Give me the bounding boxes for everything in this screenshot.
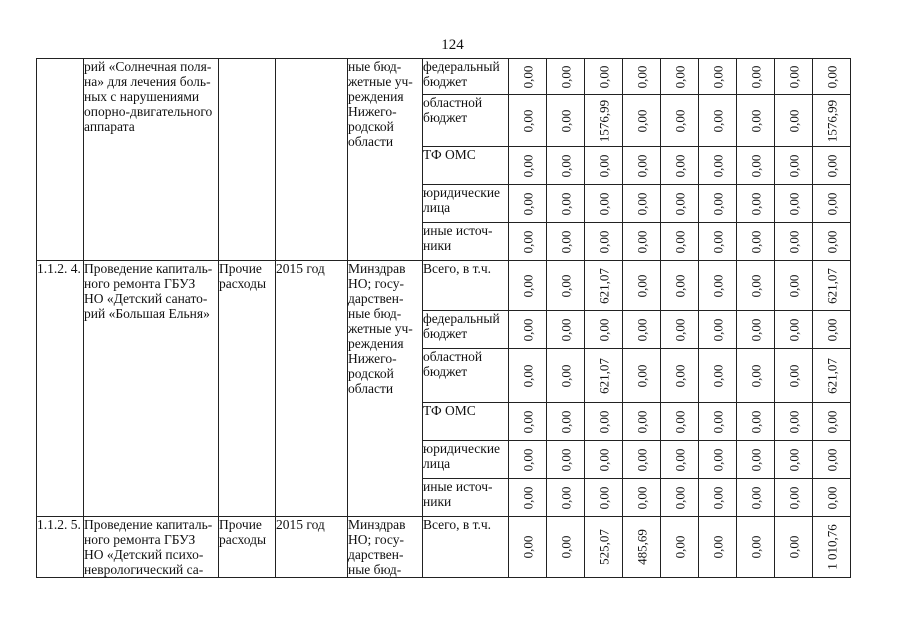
amount-cell xyxy=(699,185,737,223)
amount-value: 0,00 xyxy=(520,364,535,387)
item-period-cell: 2015 год xyxy=(276,517,348,578)
amount-cell xyxy=(509,261,547,311)
amount-cell xyxy=(547,147,585,185)
amount-cell xyxy=(737,479,775,517)
amount-cell xyxy=(813,479,851,517)
amount-cell xyxy=(623,95,661,147)
item-category-cell xyxy=(219,59,276,261)
amount-value: 0,00 xyxy=(710,230,725,253)
amount-value: 0,00 xyxy=(634,154,649,177)
amount-cell xyxy=(699,403,737,441)
amount-cell xyxy=(547,185,585,223)
funding-source-cell: ТФ ОМС xyxy=(423,403,509,441)
amount-cell xyxy=(623,223,661,261)
funding-source-cell: областной бюджет xyxy=(423,95,509,147)
page-number: 124 xyxy=(441,37,464,53)
amount-value: 0,00 xyxy=(596,448,611,471)
table-row xyxy=(37,261,851,311)
amount-cell xyxy=(585,223,623,261)
item-code-cell xyxy=(37,59,84,261)
amount-value: 0,00 xyxy=(520,486,535,509)
amount-cell xyxy=(661,479,699,517)
amount-value: 0,00 xyxy=(786,230,801,253)
item-executor-cell: Минздрав НО; госу-дарствен-ные бюд- xyxy=(348,517,423,578)
amount-cell xyxy=(775,261,813,311)
amount-cell xyxy=(547,349,585,403)
item-category-cell: Прочие расходы xyxy=(219,517,276,578)
amount-value: 0,00 xyxy=(748,448,763,471)
amount-value: 0,00 xyxy=(672,65,687,88)
amount-value: 0,00 xyxy=(520,154,535,177)
amount-value: 0,00 xyxy=(672,192,687,215)
funding-source-cell: иные источ-ники xyxy=(423,479,509,517)
amount-cell xyxy=(509,147,547,185)
amount-cell xyxy=(737,441,775,479)
amount-value: 0,00 xyxy=(748,318,763,341)
amount-cell xyxy=(623,261,661,311)
amount-value: 0,00 xyxy=(520,274,535,297)
item-period-cell: 2015 год xyxy=(276,261,348,517)
amount-cell xyxy=(699,349,737,403)
amount-cell xyxy=(699,479,737,517)
amount-value: 0,00 xyxy=(596,65,611,88)
funding-source-cell: Всего, в т.ч. xyxy=(423,517,509,578)
amount-cell xyxy=(737,311,775,349)
amount-value: 0,00 xyxy=(710,318,725,341)
amount-value: 0,00 xyxy=(634,109,649,132)
amount-value: 0,00 xyxy=(786,448,801,471)
amount-value: 0,00 xyxy=(596,318,611,341)
amount-value: 0,00 xyxy=(710,410,725,433)
amount-value: 0,00 xyxy=(634,410,649,433)
table-row xyxy=(37,517,851,578)
amount-value: 0,00 xyxy=(748,109,763,132)
amount-value: 0,00 xyxy=(558,535,573,559)
amount-cell xyxy=(661,261,699,311)
budget-table xyxy=(36,58,851,578)
amount-cell xyxy=(547,261,585,311)
amount-value: 0,00 xyxy=(824,192,839,215)
amount-cell xyxy=(547,311,585,349)
amount-cell xyxy=(737,95,775,147)
amount-value: 0,00 xyxy=(748,192,763,215)
amount-value: 0,00 xyxy=(596,230,611,253)
item-executor-cell: ные бюд-жетные уч-реждения Нижего-родской области xyxy=(348,59,423,261)
amount-value: 0,00 xyxy=(520,230,535,253)
amount-value: 1576,99 xyxy=(824,99,839,142)
amount-value: 0,00 xyxy=(824,65,839,88)
amount-value: 0,00 xyxy=(634,364,649,387)
amount-cell xyxy=(699,59,737,95)
amount-cell xyxy=(585,517,623,578)
amount-value: 0,00 xyxy=(520,448,535,471)
amount-value: 0,00 xyxy=(748,274,763,297)
amount-cell xyxy=(547,59,585,95)
amount-value: 0,00 xyxy=(672,410,687,433)
amount-value: 0,00 xyxy=(520,65,535,88)
amount-cell xyxy=(813,349,851,403)
amount-cell xyxy=(737,223,775,261)
amount-cell xyxy=(585,403,623,441)
amount-value: 0,00 xyxy=(710,154,725,177)
amount-cell xyxy=(775,147,813,185)
amount-cell xyxy=(661,441,699,479)
amount-cell xyxy=(813,185,851,223)
amount-cell xyxy=(661,147,699,185)
amount-cell xyxy=(509,223,547,261)
amount-value: 0,00 xyxy=(824,448,839,471)
amount-value: 0,00 xyxy=(748,65,763,88)
amount-value: 0,00 xyxy=(786,192,801,215)
item-category-cell: Прочие расходы xyxy=(219,261,276,517)
amount-cell xyxy=(775,185,813,223)
amount-cell xyxy=(585,349,623,403)
amount-cell xyxy=(737,185,775,223)
amount-value: 0,00 xyxy=(672,486,687,509)
amount-value: 0,00 xyxy=(596,486,611,509)
funding-source-cell: областной бюджет xyxy=(423,349,509,403)
amount-cell xyxy=(737,349,775,403)
amount-cell xyxy=(813,147,851,185)
amount-value: 0,00 xyxy=(710,486,725,509)
amount-value: 0,00 xyxy=(558,274,573,297)
amount-value: 0,00 xyxy=(786,274,801,297)
amount-value: 0,00 xyxy=(520,318,535,341)
amount-value: 621,07 xyxy=(824,357,839,394)
amount-value: 0,00 xyxy=(520,109,535,132)
amount-cell xyxy=(737,517,775,578)
amount-value: 0,00 xyxy=(748,230,763,253)
amount-cell xyxy=(813,223,851,261)
amount-cell xyxy=(699,223,737,261)
amount-value: 485,69 xyxy=(634,529,649,565)
item-name-cell: Проведение капиталь-ного ремонта ГБУЗ НО «Детский психо-неврологический са- xyxy=(84,517,219,578)
amount-value: 0,00 xyxy=(710,109,725,132)
amount-value: 1 010,76 xyxy=(824,524,839,570)
amount-cell xyxy=(623,517,661,578)
amount-cell xyxy=(547,95,585,147)
amount-value: 0,00 xyxy=(520,192,535,215)
amount-value: 0,00 xyxy=(672,230,687,253)
amount-cell xyxy=(813,403,851,441)
amount-value: 0,00 xyxy=(558,486,573,509)
amount-value: 0,00 xyxy=(558,448,573,471)
amount-cell xyxy=(813,441,851,479)
funding-source-cell: ТФ ОМС xyxy=(423,147,509,185)
amount-cell xyxy=(623,479,661,517)
funding-source-cell: юридические лица xyxy=(423,441,509,479)
amount-cell xyxy=(509,441,547,479)
amount-value: 0,00 xyxy=(786,318,801,341)
amount-value: 0,00 xyxy=(710,65,725,88)
item-code-cell: 1.1.2. 4. xyxy=(37,261,84,517)
amount-cell xyxy=(775,59,813,95)
amount-cell xyxy=(509,311,547,349)
amount-cell xyxy=(547,441,585,479)
amount-value: 0,00 xyxy=(672,154,687,177)
amount-cell xyxy=(547,223,585,261)
amount-value: 0,00 xyxy=(786,410,801,433)
amount-value: 0,00 xyxy=(786,154,801,177)
funding-source-cell: иные источ-ники xyxy=(423,223,509,261)
amount-value: 0,00 xyxy=(634,65,649,88)
item-executor-cell: Минздрав НО; госу-дарствен-ные бюд-жетные уч-реждения Нижего-родской области xyxy=(348,261,423,517)
amount-value: 0,00 xyxy=(558,410,573,433)
amount-value: 0,00 xyxy=(672,274,687,297)
amount-value: 0,00 xyxy=(634,192,649,215)
amount-value: 0,00 xyxy=(786,486,801,509)
amount-cell xyxy=(699,95,737,147)
amount-value: 0,00 xyxy=(786,65,801,88)
amount-cell xyxy=(813,311,851,349)
amount-value: 525,07 xyxy=(596,529,611,565)
amount-cell xyxy=(585,59,623,95)
amount-value: 0,00 xyxy=(634,274,649,297)
amount-value: 0,00 xyxy=(596,410,611,433)
amount-value: 621,07 xyxy=(596,357,611,394)
amount-cell xyxy=(623,349,661,403)
amount-value: 0,00 xyxy=(672,364,687,387)
amount-value: 0,00 xyxy=(596,154,611,177)
amount-cell xyxy=(775,403,813,441)
amount-cell xyxy=(775,95,813,147)
amount-value: 0,00 xyxy=(748,154,763,177)
amount-value: 621,07 xyxy=(824,267,839,304)
amount-value: 0,00 xyxy=(558,65,573,88)
funding-source-cell: федеральный бюджет xyxy=(423,59,509,95)
amount-cell xyxy=(585,95,623,147)
amount-value: 0,00 xyxy=(558,318,573,341)
amount-cell xyxy=(661,59,699,95)
amount-cell xyxy=(775,479,813,517)
amount-cell xyxy=(585,185,623,223)
amount-value: 0,00 xyxy=(748,364,763,387)
amount-cell xyxy=(699,517,737,578)
amount-value: 0,00 xyxy=(558,192,573,215)
amount-value: 0,00 xyxy=(786,364,801,387)
amount-cell xyxy=(737,147,775,185)
amount-cell xyxy=(585,441,623,479)
item-name-cell: Проведение капиталь-ного ремонта ГБУЗ НО «Детский санато-рий «Большая Ельня» xyxy=(84,261,219,517)
amount-cell xyxy=(623,59,661,95)
amount-cell xyxy=(509,403,547,441)
amount-cell xyxy=(813,95,851,147)
amount-value: 0,00 xyxy=(634,230,649,253)
amount-cell xyxy=(661,95,699,147)
amount-value: 0,00 xyxy=(672,448,687,471)
amount-cell xyxy=(623,311,661,349)
amount-cell xyxy=(699,441,737,479)
amount-cell xyxy=(623,403,661,441)
amount-cell xyxy=(623,441,661,479)
funding-source-cell: юридические лица xyxy=(423,185,509,223)
amount-cell xyxy=(509,517,547,578)
amount-cell xyxy=(509,95,547,147)
item-code-cell: 1.1.2. 5. xyxy=(37,517,84,578)
amount-value: 0,00 xyxy=(634,486,649,509)
amount-cell xyxy=(661,311,699,349)
amount-cell xyxy=(585,261,623,311)
amount-cell xyxy=(623,147,661,185)
amount-cell xyxy=(813,261,851,311)
amount-cell xyxy=(699,311,737,349)
amount-cell xyxy=(699,261,737,311)
amount-value: 0,00 xyxy=(558,364,573,387)
amount-value: 0,00 xyxy=(672,318,687,341)
amount-cell xyxy=(585,147,623,185)
amount-value: 0,00 xyxy=(558,230,573,253)
amount-value: 0,00 xyxy=(786,109,801,132)
amount-cell xyxy=(699,147,737,185)
amount-value: 0,00 xyxy=(634,448,649,471)
amount-value: 0,00 xyxy=(520,535,535,559)
item-name-cell: рий «Солнечная поля-на» для лечения боль-ных с нарушениями опорно-двигательного аппарата xyxy=(84,59,219,261)
amount-value: 0,00 xyxy=(558,109,573,132)
amount-cell xyxy=(585,479,623,517)
amount-value: 0,00 xyxy=(748,535,763,559)
amount-cell xyxy=(623,185,661,223)
amount-value: 0,00 xyxy=(596,192,611,215)
amount-cell xyxy=(661,517,699,578)
amount-cell xyxy=(509,185,547,223)
amount-cell xyxy=(661,349,699,403)
amount-value: 0,00 xyxy=(824,486,839,509)
amount-cell xyxy=(509,479,547,517)
amount-cell xyxy=(737,59,775,95)
amount-value: 0,00 xyxy=(824,318,839,341)
amount-value: 0,00 xyxy=(748,410,763,433)
funding-source-cell: Всего, в т.ч. xyxy=(423,261,509,311)
amount-value: 0,00 xyxy=(748,486,763,509)
amount-cell xyxy=(737,261,775,311)
amount-cell xyxy=(661,223,699,261)
amount-value: 0,00 xyxy=(824,154,839,177)
amount-cell xyxy=(661,185,699,223)
amount-value: 0,00 xyxy=(558,154,573,177)
amount-cell xyxy=(775,223,813,261)
item-period-cell xyxy=(276,59,348,261)
amount-cell xyxy=(775,517,813,578)
amount-cell xyxy=(737,403,775,441)
amount-cell xyxy=(661,403,699,441)
amount-value: 621,07 xyxy=(596,267,611,304)
amount-cell xyxy=(775,441,813,479)
amount-cell xyxy=(547,403,585,441)
amount-value: 0,00 xyxy=(520,410,535,433)
amount-value: 0,00 xyxy=(710,535,725,559)
amount-cell xyxy=(775,349,813,403)
funding-source-cell: федеральный бюджет xyxy=(423,311,509,349)
table-row xyxy=(37,59,851,95)
amount-cell xyxy=(547,479,585,517)
amount-value: 0,00 xyxy=(824,230,839,253)
amount-value: 0,00 xyxy=(710,192,725,215)
amount-value: 0,00 xyxy=(786,535,801,559)
amount-cell xyxy=(813,59,851,95)
amount-cell xyxy=(775,311,813,349)
amount-cell xyxy=(509,59,547,95)
amount-value: 0,00 xyxy=(710,364,725,387)
amount-cell xyxy=(509,349,547,403)
amount-value: 0,00 xyxy=(710,274,725,297)
amount-value: 0,00 xyxy=(634,318,649,341)
amount-cell xyxy=(547,517,585,578)
amount-value: 0,00 xyxy=(824,410,839,433)
amount-cell xyxy=(585,311,623,349)
amount-cell xyxy=(813,517,851,578)
amount-value: 0,00 xyxy=(672,535,687,559)
amount-value: 0,00 xyxy=(672,109,687,132)
amount-value: 1576,99 xyxy=(596,99,611,142)
amount-value: 0,00 xyxy=(710,448,725,471)
